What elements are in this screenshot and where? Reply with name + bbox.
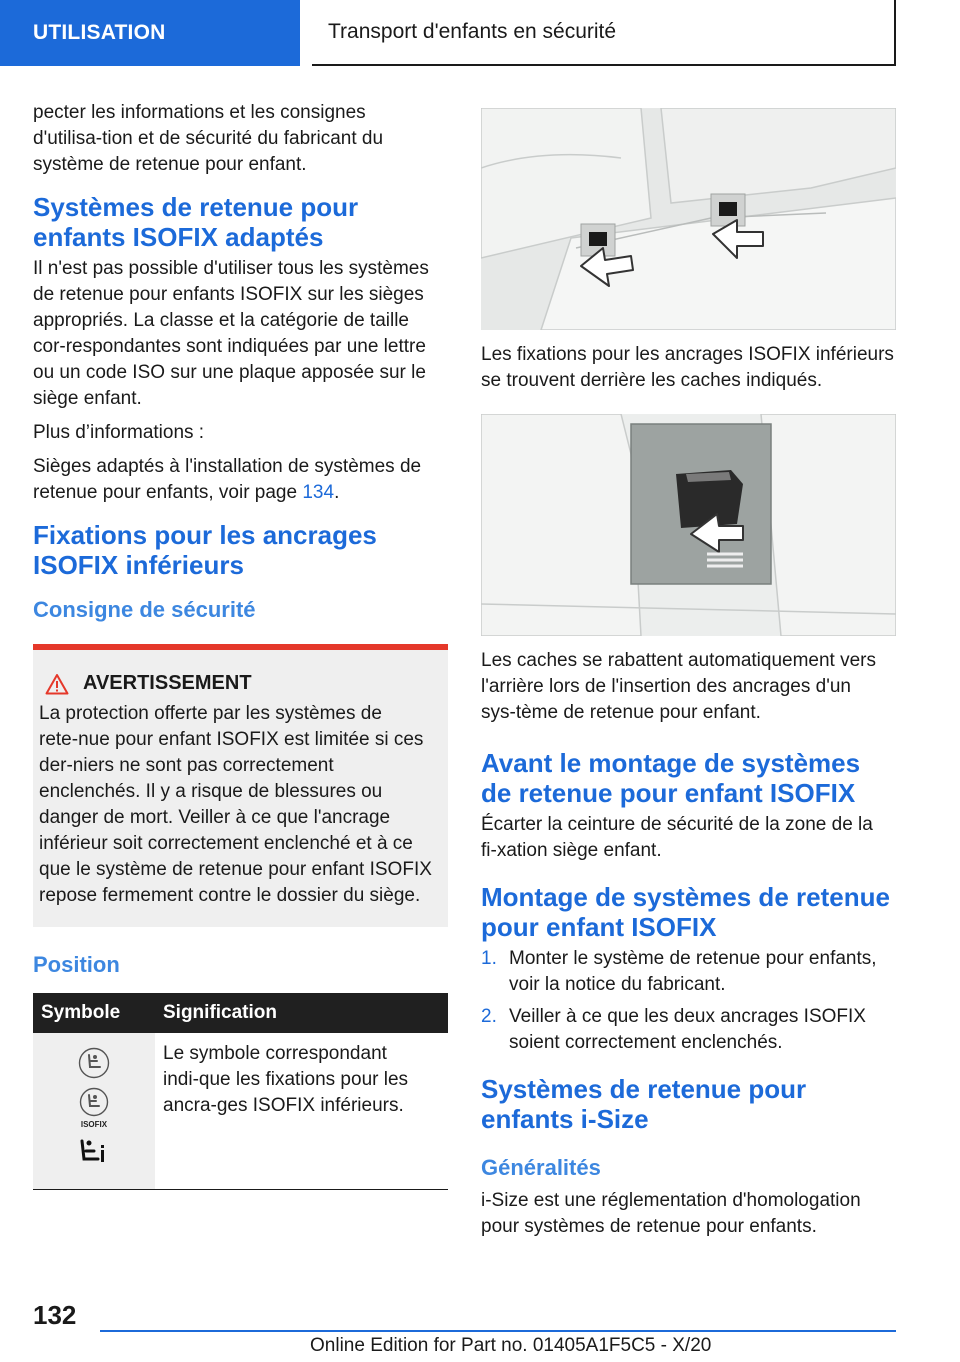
more-info-label: Plus d’informations : bbox=[33, 422, 205, 443]
section-tab: UTILISATION bbox=[0, 0, 300, 66]
table-header-row bbox=[33, 993, 448, 1033]
footer-divider bbox=[100, 1330, 896, 1332]
table-header-symbol: Symbole bbox=[33, 993, 155, 1033]
right-column bbox=[481, 104, 896, 1248]
table-row bbox=[33, 1033, 448, 1190]
isofix-seat-badge-icon bbox=[77, 1087, 111, 1129]
page-title: Transport d'enfants en sécurité bbox=[312, 0, 896, 66]
heading-mounting: Montage de systèmes de retenue pour enfant ISOFIX bbox=[481, 882, 890, 942]
paragraph-isofix-adapted: Il n'est pas possible d'utiliser tous les systèmes de retenue pour enfants ISOFIX sur les sièges appropriés. La classe et la catégorie de taille cor‑respondantes sont indiquées par une lettre ou un code ISO sur une plaque apposée sur le siège enfant. bbox=[33, 258, 429, 409]
left-column bbox=[33, 100, 448, 1190]
warning-title: AVERTISSEMENT bbox=[83, 672, 252, 694]
isofix-seat-icon bbox=[78, 1047, 110, 1079]
caption-covers: Les caches se rabattent automatiquement vers l'arrière lors de l'insertion des ancrages d'un sys‑tème de retenue pour enfant. bbox=[481, 650, 877, 723]
see-page-paragraph: Sièges adaptés à l'installation de systèmes de retenue pour enfants, voir page 134. bbox=[33, 456, 422, 503]
page-link[interactable]: 134 bbox=[302, 482, 335, 503]
paragraph-general: i-Size est une réglementation d'homologation pour systèmes de retenue pour enfants. bbox=[481, 1190, 861, 1237]
symbol-cell bbox=[33, 1033, 155, 1190]
isofix-info-icon bbox=[78, 1137, 110, 1167]
warning-text: La protection offerte par les systèmes de rete‑nue pour enfant ISOFIX est limitée si ces der‑niers ne sont pas correctement enclenchés. Il y a risque de blessures ou danger de mort. Veiller à ce que l'ancrage inférieur soit correctement enclenché et à ce que le système de retenue pour enfant ISOFIX repose fermement contre le dossier du siège. bbox=[39, 703, 432, 906]
isofix-label: ISOFIX bbox=[80, 1120, 108, 1129]
heading-position: Position bbox=[33, 952, 120, 977]
warning-box bbox=[33, 644, 448, 927]
list-item: 1. Monter le système de retenue pour enfants, voir la notice du fabricant. bbox=[481, 948, 877, 995]
heading-isize: Systèmes de retenue pour enfants i-Size bbox=[481, 1074, 807, 1134]
warning-header bbox=[39, 672, 440, 695]
heading-fixations: Fixations pour les ancrages ISOFIX inférieurs bbox=[33, 520, 377, 580]
mounting-steps bbox=[481, 946, 896, 1056]
heading-safety: Consigne de sécurité bbox=[33, 597, 256, 622]
heading-general: Généralités bbox=[481, 1155, 601, 1180]
list-item: 2. Veiller à ce que les deux ancrages ISOFIX soient correctement enclenchés. bbox=[481, 1006, 866, 1053]
table-header-meaning: Signification bbox=[155, 993, 448, 1033]
anchor-cover-illustration bbox=[481, 414, 896, 636]
heading-before-mounting: Avant le montage de systèmes de retenue pour enfant ISOFIX bbox=[481, 748, 861, 808]
intro-paragraph: pecter les informations et les consignes d'utilisa‑tion et de sécurité du fabricant du système de retenue pour enfant. bbox=[33, 102, 384, 175]
paragraph-before-mounting: Écarter la ceinture de sécurité de la zone de la fi‑xation siège enfant. bbox=[481, 814, 873, 861]
rear-seat-anchors-illustration bbox=[481, 108, 896, 330]
caption-anchors: Les fixations pour les ancrages ISOFIX inférieurs se trouvent derrière les caches indiqués. bbox=[481, 344, 894, 391]
heading-isofix-adapted: Systèmes de retenue pour enfants ISOFIX adaptés bbox=[33, 192, 359, 252]
symbol-table bbox=[33, 993, 448, 1190]
edition-footer: Online Edition for Part no. 01405A1F5C5 - X/20 bbox=[310, 1335, 712, 1356]
page-number: 132 bbox=[33, 1300, 77, 1330]
meaning-cell: Le symbole correspondant indi‑que les fixations pour les ancra‑ges ISOFIX inférieurs. bbox=[163, 1043, 409, 1116]
warning-triangle-icon bbox=[45, 673, 69, 695]
